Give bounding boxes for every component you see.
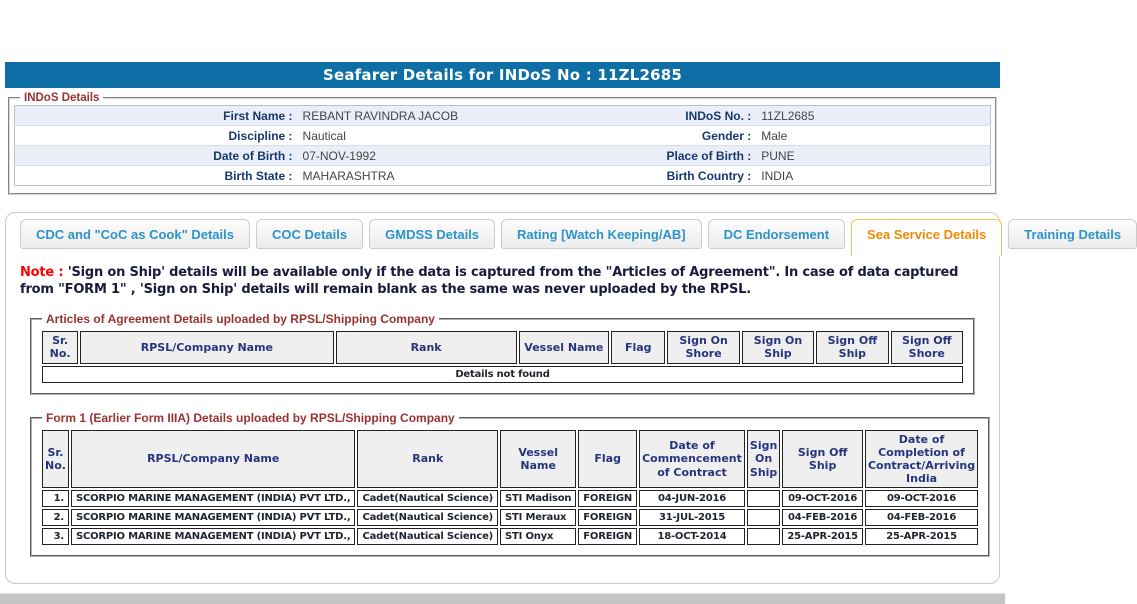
first-name-label: First Name : [223,108,293,123]
horizontal-scrollbar[interactable] [0,593,1005,604]
note-text: 'Sign on Ship' details will be available only if the data is captured from the "Articles of Agreement". In case of data captured from "FORM 1" , 'Sign on Ship' details will remain blank as the same was never uploaded by the RPSL. [20,265,959,297]
col-vessel-name: Vessel Name [519,331,610,363]
birth-country-label: Birth Country : [551,166,756,186]
col-rank: Rank [336,331,517,363]
indos-row [15,166,991,186]
company-cell: SCORPIO MARINE MANAGEMENT (INDIA) PVT LTD., [71,509,356,526]
articles-of-agreement-section [30,312,975,394]
col-sign-on-shore: Sign On Shore [667,331,739,363]
table-row [42,528,978,545]
col-sr-no: Sr. No. [42,430,69,489]
indos-row [15,106,991,126]
indos-details-table [14,105,991,186]
company-cell: SCORPIO MARINE MANAGEMENT (INDIA) PVT LTD., [71,528,356,545]
col-date-of-commencement: Date of Commencement of Contract [639,430,745,489]
sign-off-ship-cell: 04-FEB-2016 [782,509,863,526]
sign-off-ship-cell: 25-APR-2015 [782,528,863,545]
completion-date-cell: 09-OCT-2016 [865,490,978,507]
commencement-date-cell: 04-JUN-2016 [639,490,745,507]
sign-off-ship-cell: 09-OCT-2016 [782,490,863,507]
date-of-birth-value: 07-NOV-1992 [298,146,552,166]
col-sign-off-ship: Sign Off Ship [816,331,888,363]
vessel-cell: STI Meraux [500,509,576,526]
table-row [42,490,978,507]
commencement-date-cell: 18-OCT-2014 [639,528,745,545]
articles-of-agreement-table [40,329,965,384]
tab-bar [20,219,1122,249]
tab-content-panel [5,212,1122,584]
indos-row [15,126,991,146]
sr-no-cell: 1. [42,490,69,507]
vessel-cell: STI Onyx [500,528,576,545]
completion-date-cell: 25-APR-2015 [865,528,978,545]
sign-on-ship-cell [747,490,780,507]
page-title: Seafarer Details for INDoS No : 11ZL2685 [5,62,1000,88]
col-sign-on-ship: Sign On Ship [747,430,780,489]
indos-details-legend: INDoS Details [24,92,100,104]
commencement-date-cell: 31-JUL-2015 [639,509,745,526]
birth-country-value: INDIA [756,166,990,186]
tab-coc-details[interactable]: COC Details [256,219,363,249]
first-name-value: REBANT RAVINDRA JACOB [302,108,459,123]
top-whitespace [0,0,1005,62]
col-date-of-completion: Date of Completion of Contract/Arriving India [865,430,978,489]
place-of-birth-label: Place of Birth : [551,146,756,166]
tab-sea-service-details[interactable]: Sea Service Details [851,219,1002,256]
vessel-cell: STI Madison [500,490,576,507]
indos-no-label: INDoS No. : [685,108,752,123]
col-vessel-name: Vessel Name [500,430,576,489]
rank-cell: Cadet(Nautical Science) [357,490,498,507]
birth-state-value: MAHARASHTRA [298,166,552,186]
note [20,265,985,298]
rank-cell: Cadet(Nautical Science) [357,528,498,545]
place-of-birth-value: PUNE [756,146,990,166]
articles-of-agreement-legend: Articles of Agreement Details uploaded by RPSL/Shipping Company [46,312,435,327]
tab-gmdss-details[interactable]: GMDSS Details [369,219,495,249]
col-flag: Flag [578,430,637,489]
tab-rating-watch-keeping-ab[interactable]: Rating [Watch Keeping/AB] [501,219,702,249]
col-flag: Flag [611,331,665,363]
gender-value: Male [756,126,990,146]
birth-state-label: Birth State : [15,166,298,186]
col-rank: Rank [357,430,498,489]
date-of-birth-label: Date of Birth : [15,146,298,166]
articles-header-row [42,331,963,363]
gender-label: Gender : [551,126,756,146]
flag-cell: FOREIGN [578,490,637,507]
flag-cell: FOREIGN [578,528,637,545]
empty-row [42,366,963,383]
col-rpsl-company-name: RPSL/Company Name [71,430,356,489]
details-not-found-message: Details not found [42,366,963,383]
indos-no-value: 11ZL2685 [761,108,815,123]
col-sign-off-ship: Sign Off Ship [782,430,863,489]
tab-cdc-and-coc-as-cook-details[interactable]: CDC and "CoC as Cook" Details [20,219,250,249]
form1-section [30,411,990,558]
form1-legend: Form 1 (Earlier Form IIIA) Details uploaded by RPSL/Shipping Company [46,410,455,425]
sign-on-ship-cell [747,528,780,545]
col-rpsl-company-name: RPSL/Company Name [80,331,333,363]
rank-cell: Cadet(Nautical Science) [357,509,498,526]
indos-details-section [8,92,997,195]
sr-no-cell: 2. [42,509,69,526]
col-sign-on-ship: Sign On Ship [742,331,814,363]
col-sign-off-shore: Sign Off Shore [891,331,963,363]
tab-training-details[interactable]: Training Details [1008,219,1137,249]
discipline-value: Nautical [298,126,552,146]
tab-dc-endorsement[interactable]: DC Endorsement [708,219,845,249]
flag-cell: FOREIGN [578,509,637,526]
form1-table [40,428,980,548]
sign-on-ship-cell [747,509,780,526]
note-label: Note : [20,265,68,280]
table-row [42,509,978,526]
indos-row [15,146,991,166]
company-cell: SCORPIO MARINE MANAGEMENT (INDIA) PVT LTD., [71,490,356,507]
completion-date-cell: 04-FEB-2016 [865,509,978,526]
col-sr-no: Sr. No. [42,331,78,363]
form1-header-row [42,430,978,489]
sr-no-cell: 3. [42,528,69,545]
discipline-label: Discipline : [15,126,298,146]
